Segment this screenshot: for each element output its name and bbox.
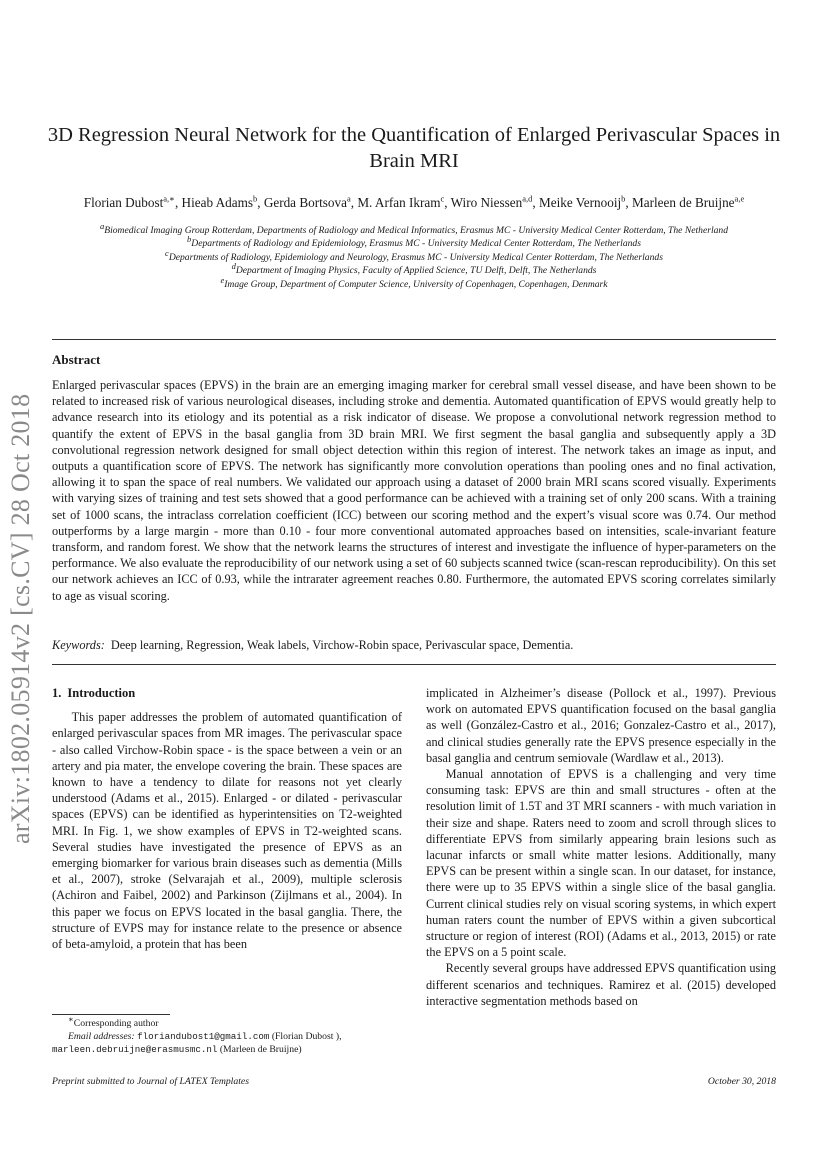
- footnote: [52, 1013, 402, 1056]
- author-affiliation-mark: a,e: [734, 193, 745, 204]
- author-affiliation-mark: a,∗: [163, 193, 175, 204]
- abstract-top-rule: [52, 339, 776, 340]
- keywords-line: [52, 638, 573, 653]
- arxiv-stamp: arXiv:1802.05914v2 [cs.CV] 28 Oct 2018: [6, 393, 35, 844]
- intro-paragraph: This paper addresses the problem of automated quantification of enlarged perivascular spaces from MR images. The perivascular space - also called Virchow-Robin space - is the space between a vein or an artery and pia mater, the envelope covering the brain. These spaces are known to have a tendency to dilate for reasons not yet clearly understood (Adams et al., 2015). Enlarged - or dilated - perivascular spaces (EPVS) can be identified as hyperintensities on T2-weighted MRI. In Fig. 1, we show examples of EPVS in T2-weighted scans. Several studies have investigated the presence of EPVS as an emerging biomarker for various brain diseases such as dementia (Mills et al., 2007), stroke (Selvarajah et al., 2009), multiple sclerosis (Achiron and Faibel, 2002) and Parkinson (Zijlmans et al., 2004). In this paper we focus on EPVS located in the basal ganglia. There, the structure of EVPS may for instance relate to the presence or absence of beta-amyloid, a protein that has been: [52, 710, 402, 952]
- author-name: Hieab Adams$^b$: [181, 193, 258, 210]
- keywords-text: Deep learning, Regression, Weak labels, Virchow-Robin space, Perivascular space, Dementia.: [110, 638, 574, 652]
- email-link-1[interactable]: floriandubost1@gmail.com: [137, 1031, 270, 1042]
- affiliation-list: [40, 220, 788, 291]
- author-name: Florian Dubost$^{a,∗}$: [83, 193, 175, 210]
- footnote-corresponding: ∗Corresponding author: [68, 1013, 159, 1029]
- affiliation-mark: d: [231, 261, 236, 272]
- author-name: Gerda Bortsova$^a$: [263, 193, 351, 210]
- footnote-emails: [52, 1030, 402, 1043]
- author-affiliation-mark: a,d: [522, 193, 533, 204]
- author-affiliation-mark: c: [440, 193, 445, 204]
- author-name: M. Arfan Ikram$^c$: [357, 193, 445, 210]
- author-affiliation-mark: b: [621, 193, 626, 204]
- section-title: Introduction: [67, 686, 136, 700]
- left-column: [52, 685, 402, 952]
- affiliation-mark: b: [187, 234, 192, 245]
- affiliation: $^d$Department of Imaging Physics, Faculty of Applied Science, TU Delft, Delft, The Netherlands: [231, 261, 597, 277]
- section-number: 1.: [52, 686, 62, 700]
- affiliation: $^a$Biomedical Imaging Group Rotterdam, Departments of Radiology and Medical Informatics, Erasmus MC - University Medical Center Rotterdam, The Netherland: [99, 220, 729, 236]
- email-owner-1: (Florian Dubost ),: [271, 1031, 342, 1042]
- footnote-emails-2: [52, 1043, 402, 1056]
- affiliation-mark: a: [99, 220, 105, 231]
- paper-title: 3D Regression Neural Network for the Quantification of Enlarged Perivascular Spaces in Brain MRI: [47, 124, 781, 172]
- author-name: Marleen de Bruijne$^{a,e}$: [632, 193, 745, 210]
- right-column: [426, 685, 776, 1009]
- footnote-marker: ∗: [68, 1013, 74, 1024]
- section-heading: [52, 685, 402, 701]
- intro-paragraph: Recently several groups have addressed EPVS quantification using different scenarios and techniques. Ramirez et al. (2015) developed interactive segmentation methods based on: [426, 961, 776, 1008]
- footer-preprint-note: Preprint submitted to Journal of LATEX Templates: [52, 1076, 249, 1087]
- author-name: Meike Vernooij$^b$: [538, 193, 626, 210]
- footer-date: October 30, 2018: [707, 1076, 776, 1087]
- intro-paragraph: Manual annotation of EPVS is a challenging and very time consuming task: EPVS are thin and small structures - often at the resolution limit of 1.5T and 3T MRI scanners - with much variation in their size and shape. Raters need to zoom and scroll through slices to differentiate EPVS from similarly appearing brain lesions such as lacunar infarcts or small white matter lesions. Additionally, many EPVS can be present within a single scan. In our dataset, for instance, there were up to 35 EPVS within a single slice of the basal ganglia. Current clinical studies rely on visual scoring systems, in which expert human raters count the number of EPVS within a given subcortical structure or region of interest (ROI) (Adams et al., 2013, 2015) or rate the EPVS on a 5 point scale.: [426, 767, 776, 960]
- intro-continuation: implicated in Alzheimer’s disease (Pollock et al., 1997). Previous work on automated EPVS quantification focused on the basal ganglia as well (González-Castro et al., 2016; Gonzalez-Castro et al., 2017), and clinical studies generally rate the EPVS presence especially in the basal ganglia and centrum semiovale (Wardlaw et al., 2013).: [426, 686, 776, 765]
- affiliation: $^e$Image Group, Department of Computer Science, University of Copenhagen, Copenhagen, Denmark: [220, 274, 608, 290]
- author-affiliation-mark: b: [252, 193, 258, 204]
- email-link-2[interactable]: marleen.debruijne@erasmusmc.nl: [52, 1044, 218, 1055]
- email-label: Email addresses:: [68, 1031, 135, 1042]
- author-affiliation-mark: a: [346, 193, 351, 204]
- author-list: Florian Dubost$^{a,∗}$, Hieab Adams$^b$, Gerda Bortsova$^a$, M. Arfan Ikram$^c$, Wiro Niessen$^{a,d}$, Meike Vernooij$^b$, Marleen de Bruijne$^{a,e}$: [83, 193, 745, 210]
- author-name: Wiro Niessen$^{a,d}$: [450, 193, 533, 210]
- abstract-text: Enlarged perivascular spaces (EPVS) in the brain are an emerging imaging marker for cerebral small vessel disease, and have been shown to be related to increased risk of various neurological diseases, including stroke and dementia. Automated quantification of EPVS would greatly help to advance research into its etiology and its potential as a risk indicator of disease. We propose a convolutional network regression method to quantify the extent of EPVS in the basal ganglia from 3D brain MRI. We first segment the basal ganglia and subsequently apply a 3D convolutional regression network designed for small object detection within this region of interest. The network takes an image as input, and outputs a quantification score of EPVS. The network has significantly more convolution operations than pooling ones and no final activation, allowing it to span the space of real numbers. We validated our approach using a dataset of 2000 brain MRI scans scored visually. Experiments with varying sizes of training and test sets showed that a good performance can be achieved with a training set of only 200 scans. With a training set of 1000 scans, the intraclass correlation coefficient (ICC) between our scoring method and the expert’s visual score was 0.74. Our method outperforms by a large margin - more than 0.10 - four more conventional automated approaches based on intensities, scale-invariant feature transform, and random forest. We show that the network learns the structures of interest and investigate the influence of hyper-parameters on the performance. We also evaluate the reproducibility of our network using a set of 60 subjects scanned twice (scan-rescan reproducibility). On this set our network achieves an ICC of 0.93, while the intrarater agreement reaches 0.80. Furthermore, the automated EPVS scoring correlates similarly to age as visual scoring.: [52, 378, 776, 603]
- abstract-heading: Abstract: [52, 352, 101, 367]
- affiliation: $^c$Departments of Radiology, Epidemiology and Neurology, Erasmus MC - University Medical Center Rotterdam, The Netherlands: [165, 247, 663, 263]
- affiliation-mark: c: [165, 247, 169, 258]
- email-owner-2: (Marleen de Bruijne): [219, 1044, 302, 1055]
- affiliation: $^b$Departments of Radiology and Epidemiology, Erasmus MC - University Medical Center Rotterdam, The Netherlands: [187, 234, 641, 250]
- affiliation-mark: e: [220, 274, 225, 285]
- keywords-label: Keywords:: [52, 638, 105, 652]
- abstract-bottom-rule: [52, 664, 776, 665]
